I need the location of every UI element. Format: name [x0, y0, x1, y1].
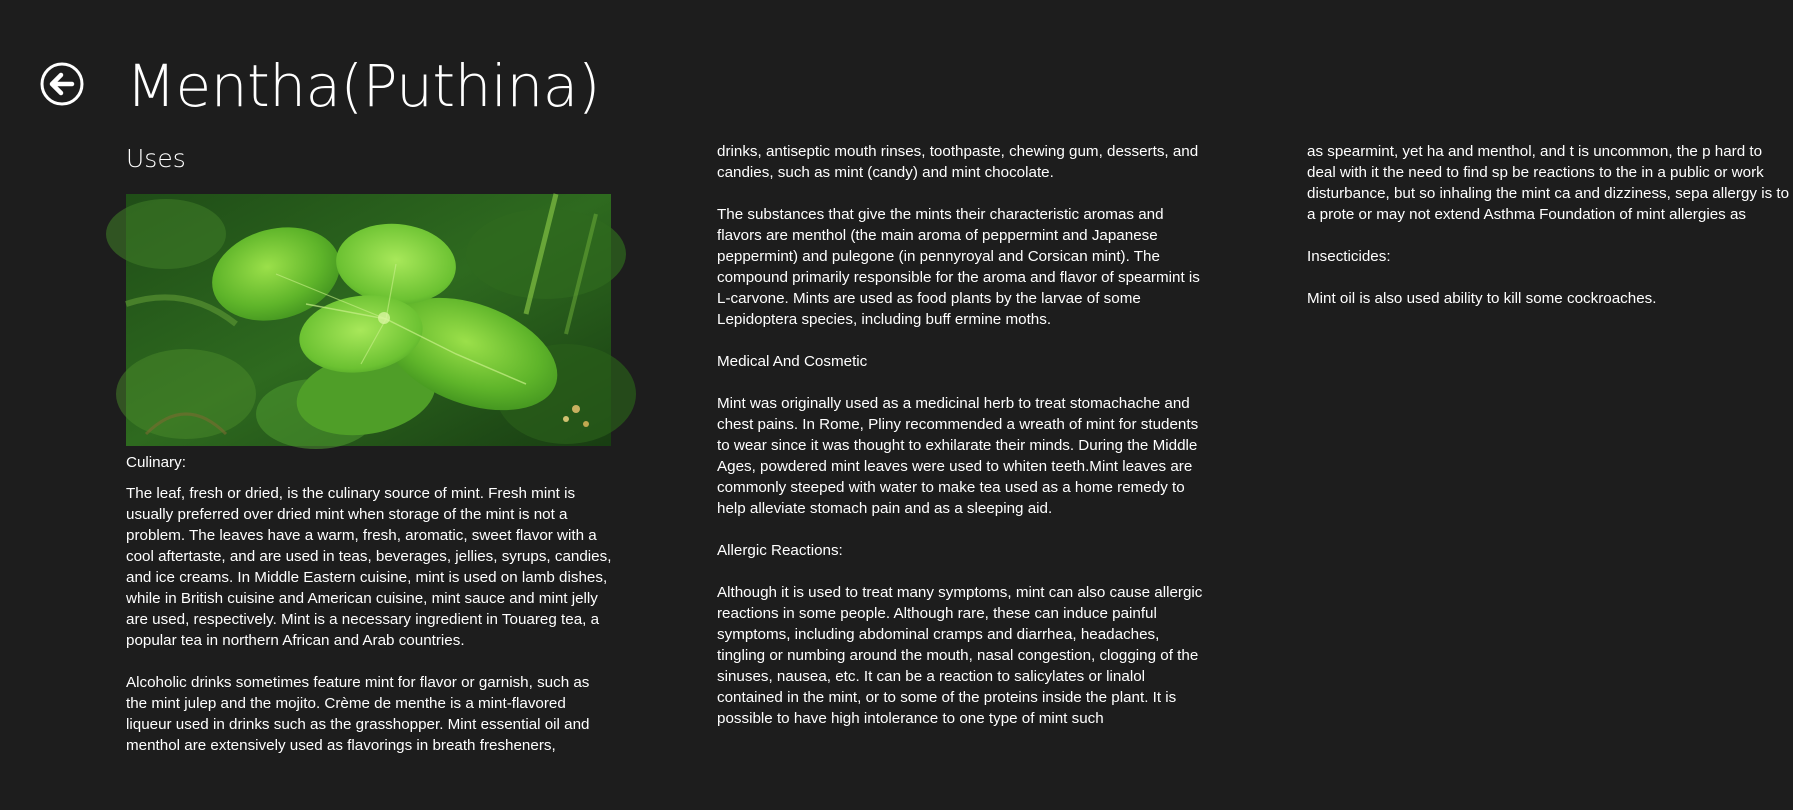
page-title: Mentha(Puthina)	[126, 52, 600, 120]
section-title: Uses	[126, 144, 186, 173]
culinary-paragraph-2: Alcoholic drinks sometimes feature mint for flavor or garnish, such as the mint julep and the mojito. Crème de menthe is a mint-flavored liqueur used in drinks such as the grasshopper. Mint essential oil and menthol are extensively used as flavorings in breath fresheners,	[126, 674, 590, 754]
culinary-heading: Culinary:	[126, 454, 186, 471]
back-button[interactable]	[40, 62, 84, 106]
allergic-paragraph: Although it is used to treat many symptoms, mint can also cause allergic reactions in some people. Although rare, these can induce painful symptoms, including abdominal cramps and diarrhea, headaches, tingling or numbing around the mouth, nasal congestion, clogging of the sinuses, nausea, etc. It can be a reaction to salicylates or linalol contained in the mint, or to some of the proteins inside the plant. It is possible to have high intolerance to one type of mint such	[717, 584, 1203, 727]
insecticides-paragraph: Mint oil is also used ability to kill some cockroaches.	[1307, 290, 1657, 307]
text-column-2	[717, 141, 1203, 750]
culinary-paragraph-1: The leaf, fresh or dried, is the culinary source of mint. Fresh mint is usually preferred over dried mint when storage of the mint is not a problem. The leaves have a warm, fresh, aromatic, sweet flavor with a cool aftertaste, and are used in teas, beverages, jellies, syrups, candies, and ice creams. In Middle Eastern cuisine, mint is used on lamb dishes, while in British cuisine and American cuisine, mint sauce and mint jelly are used, respectively. Mint is a necessary ingredient in Touareg tea, a popular tea in northern African and Arab countries.	[126, 485, 612, 649]
culinary-paragraph-3: drinks, antiseptic mouth rinses, toothpaste, chewing gum, desserts, and candies, such as mint (candy) and mint chocolate.	[717, 143, 1199, 181]
mint-leaves-image	[126, 194, 611, 446]
insecticides-heading: Insecticides:	[1307, 248, 1391, 265]
text-column-1	[126, 452, 612, 777]
medical-paragraph: Mint was originally used as a medicinal herb to treat stomachache and chest pains. In Rome, Pliny recommended a wreath of mint for students to wear since it was thought to exhilarate their minds. During the Middle Ages, powdered mint leaves were used to whiten teeth.Mint leaves are commonly steeped with water to make tea used as a home remedy to help alleviate stomach pain and as a sleeping aid.	[717, 395, 1199, 517]
allergic-heading: Allergic Reactions:	[717, 542, 843, 559]
back-arrow-circle-icon	[40, 62, 84, 106]
allergic-paragraph-continued: as spearmint, yet ha and menthol, and t is uncommon, the p hard to deal with it the need to find sp be reactions to the in a public or work disturbance, but so inhaling the mint ca and dizziness, sepa allergy is to a prote or may not extend Asthma Foundation of mint allergies as	[1307, 143, 1790, 223]
culinary-paragraph-4: The substances that give the mints their characteristic aromas and flavors are menthol (the main aroma of peppermint and Japanese peppermint) and pulegone (in pennyroyal and Corsican mint). The compound primarily responsible for the aroma and flavor of spearmint is L-carvone. Mints are used as food plants by the larvae of some Lepidoptera species, including buff ermine moths.	[717, 206, 1200, 328]
medical-heading: Medical And Cosmetic	[717, 353, 868, 370]
text-column-3	[1307, 141, 1793, 330]
